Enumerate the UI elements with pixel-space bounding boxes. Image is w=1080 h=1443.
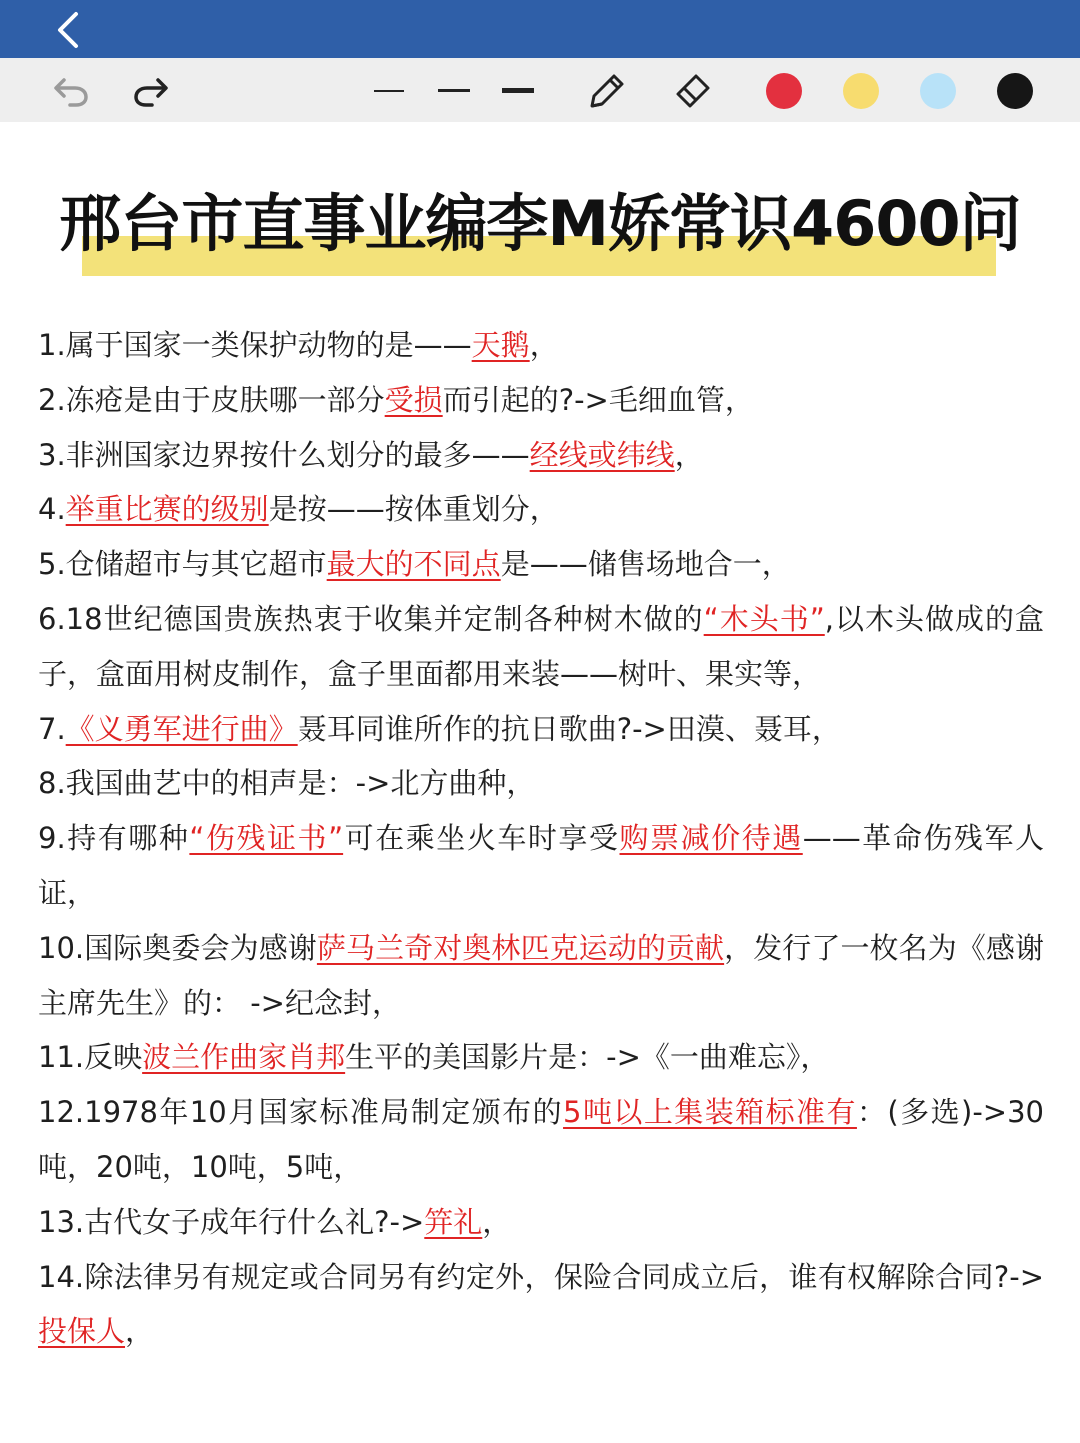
question-item: [38, 1030, 1044, 1085]
highlighted-keyword: 5吨以上集装箱标准有: [563, 1095, 857, 1130]
undo-icon: [50, 72, 92, 110]
color-black-swatch[interactable]: [997, 73, 1033, 109]
eraser-icon: [670, 68, 716, 114]
stroke-thin-button[interactable]: [372, 78, 406, 104]
question-text: 而引起的?->毛细血管，: [442, 382, 754, 417]
question-text: 7.: [38, 711, 66, 746]
question-item: [38, 1195, 1044, 1250]
highlighted-keyword: 天鹅: [471, 328, 530, 362]
question-item: [38, 1085, 1044, 1195]
highlighted-keyword: 波兰作曲家肖邦: [142, 1040, 346, 1075]
color-light-blue-swatch[interactable]: [920, 73, 956, 109]
pen-icon: [584, 68, 630, 114]
question-item: [38, 1250, 1044, 1360]
question-text: 是——储售场地合一，: [500, 547, 791, 582]
stroke-medium-button[interactable]: [436, 78, 472, 104]
question-item: [38, 921, 1044, 1031]
question-item: [38, 373, 1044, 428]
question-item: [38, 811, 1044, 921]
question-text: ，: [482, 1204, 512, 1239]
top-bar: [0, 0, 1080, 58]
question-text: 8.我国曲艺中的相声是：->北方曲种，: [38, 766, 536, 801]
question-item: [38, 482, 1044, 537]
question-item: [38, 756, 1044, 811]
question-text: 10.国际奥委会为感谢: [38, 930, 317, 965]
color-red-swatch[interactable]: [766, 73, 802, 109]
title-block: [0, 176, 1080, 286]
stroke-thick-icon: [502, 88, 534, 93]
highlighted-keyword: 举重比赛的级别: [65, 492, 269, 527]
question-text: 11.反映: [38, 1040, 143, 1075]
eraser-button[interactable]: [670, 68, 716, 118]
stroke-thick-button[interactable]: [500, 78, 536, 104]
question-text: 4.: [38, 492, 66, 527]
question-text: ,以木头做成的盒子，盒面用树皮制作，盒子里面都用来装——树叶、果实等，: [38, 601, 1044, 691]
stroke-medium-icon: [438, 89, 470, 92]
question-text: 2.冻疮是由于皮肤哪一部分: [38, 382, 385, 417]
question-text: 聂耳同谁所作的抗日歌曲?->田漠、聂耳，: [297, 711, 841, 746]
question-text: 1.属于国家一类保护动物的是——: [38, 328, 472, 362]
question-text: 是按——按体重划分，: [268, 492, 559, 527]
highlighted-keyword: 《义勇军进行曲》: [65, 711, 298, 746]
question-text: 14.除法律另有规定或合同另有约定外，保险合同成立后，谁有权解除合同?->: [38, 1259, 1044, 1294]
question-text: 3.非洲国家边界按什么划分的最多——: [38, 437, 530, 472]
question-item: [38, 428, 1044, 483]
question-text: 生平的美国影片是：->《一曲难忘》，: [345, 1040, 830, 1075]
question-item: [38, 592, 1044, 702]
question-text: ，发行了一枚名为《感谢主席先生》的： ->纪念封，: [38, 930, 1044, 1020]
question-item: [38, 537, 1044, 592]
back-button[interactable]: [48, 8, 88, 52]
redo-button[interactable]: [130, 72, 172, 114]
highlighted-keyword: 笄礼: [424, 1204, 483, 1239]
undo-button[interactable]: [50, 72, 92, 114]
page-title: 邢台市直事业编李M娇常识4600问: [59, 187, 1021, 260]
question-text: ：(多选)->30吨，20吨，10吨，5吨，: [38, 1095, 1045, 1184]
pen-button[interactable]: [584, 68, 630, 118]
question-text: 9.持有哪种: [38, 821, 190, 856]
redo-icon: [130, 72, 172, 110]
question-text: 5.仓储超市与其它超市: [38, 547, 327, 582]
question-text: 12.1978年10月国家标准局制定颁布的: [38, 1095, 564, 1130]
drawing-toolbar: [0, 58, 1080, 122]
question-text: ——革命伤残军人证，: [38, 821, 1044, 910]
highlighted-keyword: 经线或纬线: [529, 437, 675, 472]
chevron-left-icon: [48, 8, 88, 52]
color-yellow-swatch[interactable]: [843, 73, 879, 109]
question-text: 6.18世纪德国贵族热衷于收集并定制各种树木做的: [38, 601, 704, 636]
stroke-thin-icon: [374, 90, 404, 92]
question-list: [38, 318, 1044, 1359]
highlighted-keyword: 萨马兰奇对奥林匹克运动的贡献: [316, 930, 725, 965]
highlighted-keyword: 受损: [384, 382, 443, 417]
question-text: 13.古代女子成年行什么礼?->: [38, 1204, 425, 1239]
question-text: ，: [125, 1314, 155, 1349]
highlighted-keyword: “伤残证书”: [189, 821, 344, 856]
highlighted-keyword: “木头书”: [703, 601, 825, 636]
highlighted-keyword: 最大的不同点: [326, 547, 501, 582]
highlighted-keyword: 投保人: [38, 1314, 126, 1349]
question-item: [38, 702, 1044, 757]
question-text: 可在乘坐火车时享受: [343, 821, 620, 856]
highlighted-keyword: 购票减价待遇: [619, 821, 803, 856]
question-text: ，: [529, 328, 559, 362]
question-item: [38, 318, 1044, 373]
question-text: ，: [674, 437, 704, 472]
